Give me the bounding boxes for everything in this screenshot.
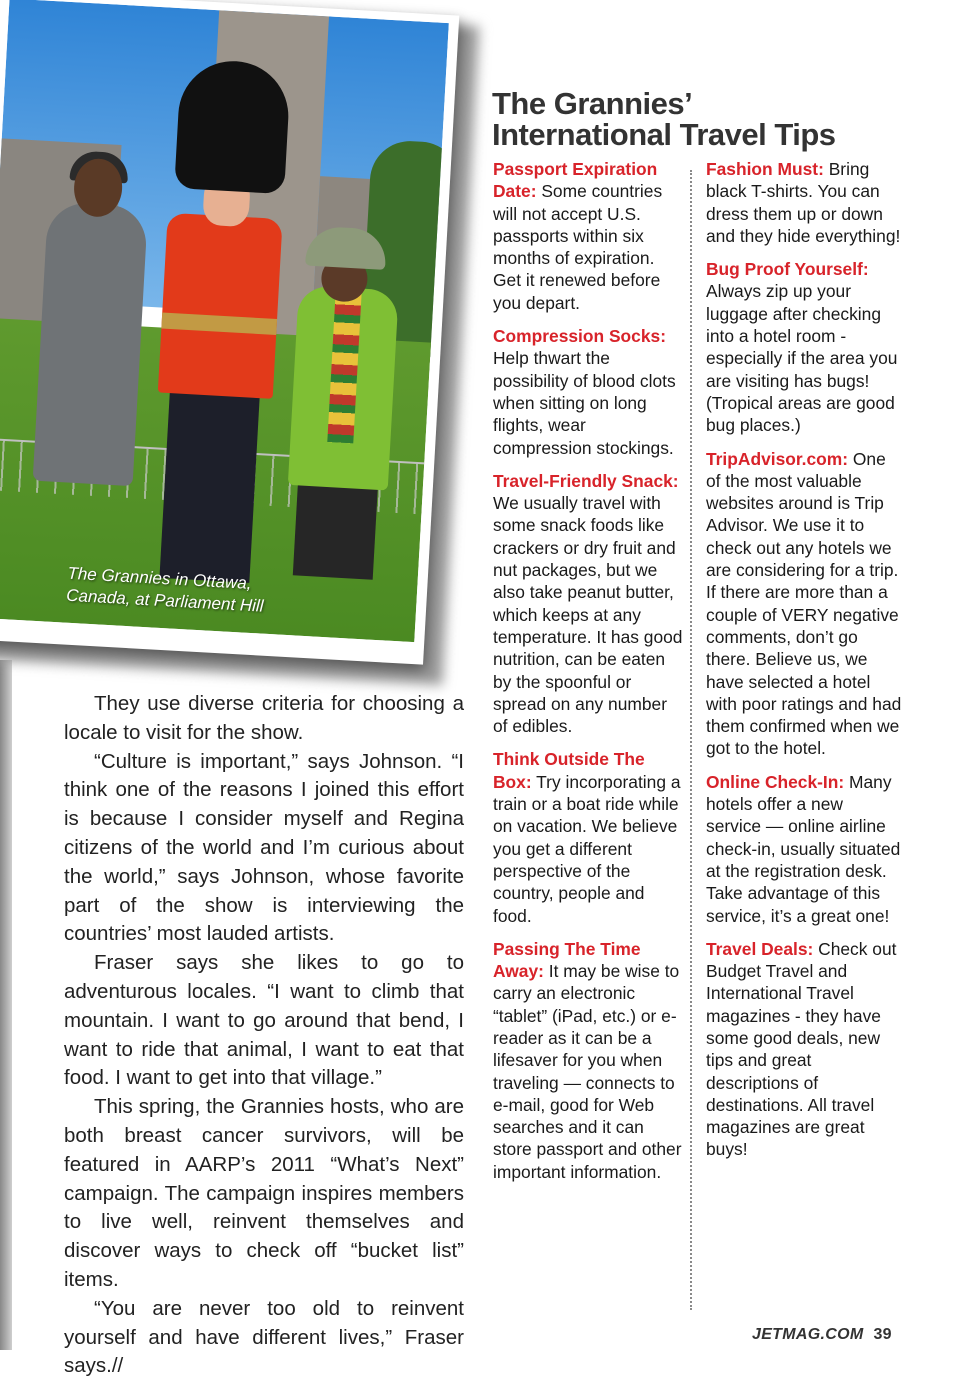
tip-text: Try incorporating a train or a boat ride while on vacation. We believe you get a different perspective of the country, people and food. — [493, 771, 681, 926]
footer-site: JETMAG.COM — [752, 1326, 864, 1343]
photo-person-right-pants — [293, 475, 378, 579]
tip-item — [493, 470, 685, 738]
article-paragraph: “You are never too old to reinvent yourself and have different lives,” Fraser says.// — [64, 1296, 464, 1378]
column-divider — [690, 170, 692, 1310]
tip-text: One of the most valuable websites around is Trip Advisor. We use it to check out any hotels we are considering for a trip. If there are more than a couple of VERY negative comments, don’t go there. Believe us, we have selected a hotel with poor ratings and had them confirmed when we got to the hotel. — [706, 448, 902, 759]
tip-item — [706, 258, 902, 436]
article-paragraph: They use diverse criteria for choosing a locale to visit for the show. — [64, 692, 464, 744]
tip-text: It may be wise to carry an electronic “tablet” (iPad, etc.) or e-reader as it can be a lifesaver for you when traveling — connects to e-mail, good for Web searches and it can store passport and other important information. — [493, 961, 682, 1182]
tip-item — [706, 448, 902, 760]
article-paragraph: “Culture is important,” says Johnson. “I think one of the reasons I joined this effort is because I consider myself and Regina citizens of the world and I’m curious about the world,” says Johnson, whose favorite part of the show is interviewing the countries’ most lauded artists. — [64, 749, 464, 946]
caption-line: The Grannies in Ottawa, — [67, 563, 253, 593]
tip-title: Online Check-In: — [706, 771, 845, 792]
tip-item — [493, 938, 685, 1183]
tip-item — [493, 748, 685, 926]
article-paragraph: Fraser says she likes to go to adventurous locales. “I want to climb that mountain. I want to go around that bend, I want to ride that animal, I want to eat that food. I want to get into that village.” — [64, 951, 464, 1090]
tip-title: Travel-Friendly Snack: — [493, 470, 679, 491]
sidebar-title-line: International Travel Tips — [492, 117, 836, 152]
photo-guard-coat — [158, 213, 283, 399]
sidebar-title — [492, 88, 932, 150]
tip-text: Help thwart the possibility of blood clots when sitting on long flights, wear compression stockings. — [493, 348, 676, 458]
tip-title: Passing The Time Away: — [493, 938, 641, 982]
tip-title: Think Outside The Box: — [493, 749, 645, 792]
grannies-photo — [0, 0, 449, 642]
photo-guard-bearskin — [174, 58, 291, 194]
tip-text: Bring black T-shirts. You can dress them up or down and they hide everything! — [706, 159, 901, 246]
tip-title: TripAdvisor.com: — [706, 448, 849, 469]
tip-text: Always zip up your luggage after checking into a hotel room - especially if the area you are visiting has bugs! (Tropical areas are good bug places.) — [706, 281, 898, 436]
caption-line: Canada, at Parliament Hill — [65, 585, 265, 616]
tips-column-right — [706, 158, 902, 1172]
article-paragraph: This spring, the Grannies hosts, who are both breast cancer survivors, will be featured in AARP’s 2011 “What’s Next” campaign. The campaign inspires members to live well, reinvent themselves and discover ways to check off “bucket list” items. — [64, 1095, 464, 1291]
tip-text: Many hotels offer a new service — online airline check-in, usually situated at the registration desk. Take advantage of this service, it’s a great one! — [706, 771, 901, 926]
tip-title: Compression Socks: — [493, 326, 666, 347]
tip-item — [493, 325, 685, 459]
page-edge — [0, 660, 12, 1350]
tip-text: Check out Budget Travel and International Travel magazines - they have some good deals, new tips and great descriptions of destinations. All travel magazines are great buys! — [706, 938, 897, 1160]
page-number: 39 — [873, 1326, 892, 1343]
photo-person-left — [33, 201, 148, 486]
tip-title: Fashion Must: — [706, 159, 824, 179]
photo-guard-pants — [159, 388, 259, 583]
tip-title: Passport Expiration Date: — [493, 159, 658, 202]
tip-item — [706, 771, 902, 927]
photo-container — [0, 0, 500, 680]
tip-item — [493, 158, 685, 314]
tip-title: Bug Proof Yourself: — [706, 259, 869, 280]
page-footer — [752, 1326, 892, 1344]
tip-item — [706, 938, 902, 1161]
tip-text: Some countries will not accept U.S. passports within six months of expiration. Get it renewed before you depart. — [493, 181, 663, 313]
tips-column-left — [493, 158, 685, 1194]
photo-frame — [0, 0, 459, 665]
tip-text: We usually travel with some snack foods like crackers or dry fruit and nut packages, but we also take peanut butter, which keeps at any temperature. It has good nutrition, can be eaten by the spoonful or spread on any number of edibles. — [493, 493, 683, 737]
tip-item — [706, 158, 902, 247]
sidebar-title-line: The Grannies’ — [492, 86, 693, 121]
tip-title: Travel Deals: — [706, 938, 814, 959]
article-body — [64, 690, 464, 1381]
